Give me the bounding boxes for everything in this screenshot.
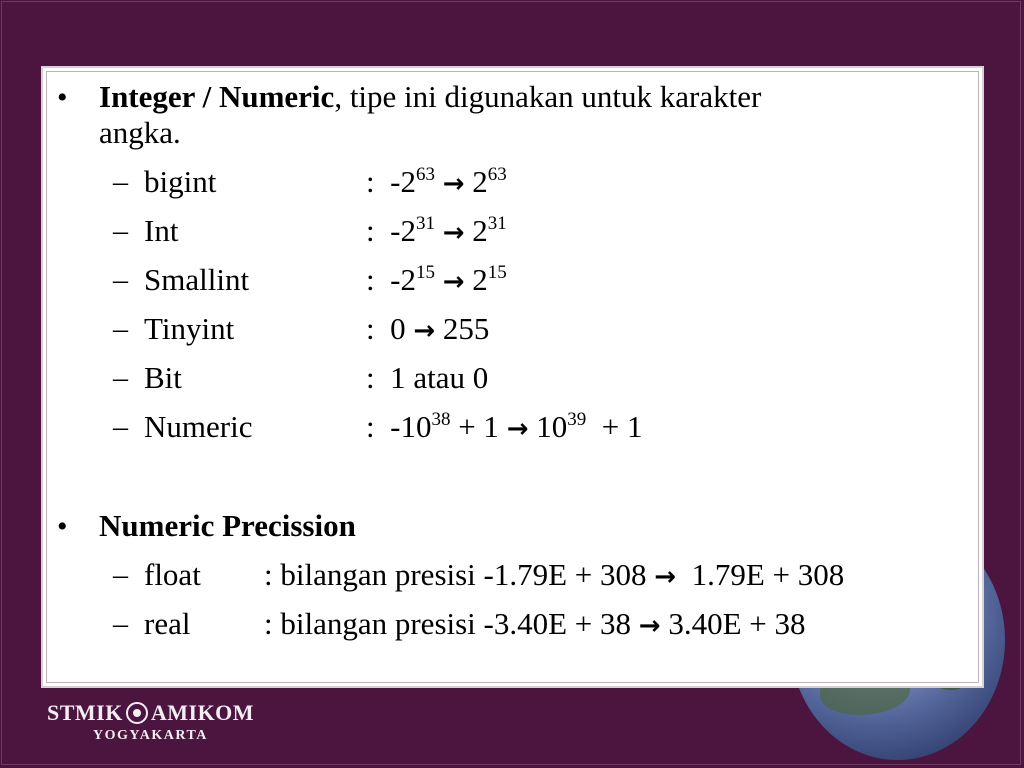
type-name: Numeric [144, 409, 253, 444]
type-name: Tinyint [144, 311, 235, 346]
dash-icon: – [113, 214, 128, 247]
type-name: Smallint [144, 262, 250, 297]
dash-icon: – [113, 312, 128, 345]
section1-title-rest: , tipe ini digunakan untuk karakter [334, 79, 762, 114]
section1-heading [99, 80, 959, 114]
type-name: Bit [144, 360, 182, 395]
type-range: : $-2^{15} \to 2^{15}$ [366, 262, 507, 297]
type-range: : 0 → 255 [366, 311, 490, 346]
logo-main-text: STMIK AMIKOM [47, 700, 255, 725]
logo-subtitle: YOGYAKARTA [93, 728, 208, 743]
section1-title-bold: Integer / Numeric [99, 79, 335, 114]
type-range: : bilangan presisi -3.40E + 38 → 3.40E + 38 [264, 606, 806, 641]
section2-heading: Numeric Precission [99, 508, 356, 543]
type-range: : $-2^{31} \to 2^{31}$ [366, 213, 507, 248]
type-range: : $-10^{38} + 1 \to 10^{39} + 1$ [366, 409, 643, 444]
dash-icon: – [113, 410, 128, 443]
type-name: float [144, 557, 201, 592]
type-name: bigint [144, 164, 217, 199]
type-range: : bilangan presisi -1.79E + 308 → 1.79E + 308 [264, 557, 845, 592]
arrow-right-icon: → [442, 218, 465, 248]
arrow-right-icon: → [506, 414, 529, 444]
type-name: real [144, 606, 191, 641]
type-name: Int [144, 213, 179, 248]
dash-icon: – [113, 558, 128, 591]
dash-icon: – [113, 607, 128, 640]
bullet-icon: • [57, 510, 68, 543]
arrow-right-icon: → [638, 611, 661, 641]
dash-icon: – [113, 165, 128, 198]
arrow-right-icon: → [413, 316, 436, 346]
type-range: : 1 atau 0 [366, 360, 489, 395]
content-panel [41, 66, 984, 688]
arrow-right-icon: → [442, 169, 465, 199]
dash-icon: – [113, 361, 128, 394]
section1-title-cont: angka. [99, 115, 181, 150]
dash-icon: – [113, 263, 128, 296]
bullet-icon: • [57, 81, 68, 114]
arrow-right-icon: → [442, 267, 465, 297]
seal-icon [126, 702, 148, 724]
arrow-right-icon: → [654, 562, 677, 592]
type-range: : $-2^{63} \to 2^{63}$ [366, 164, 507, 199]
